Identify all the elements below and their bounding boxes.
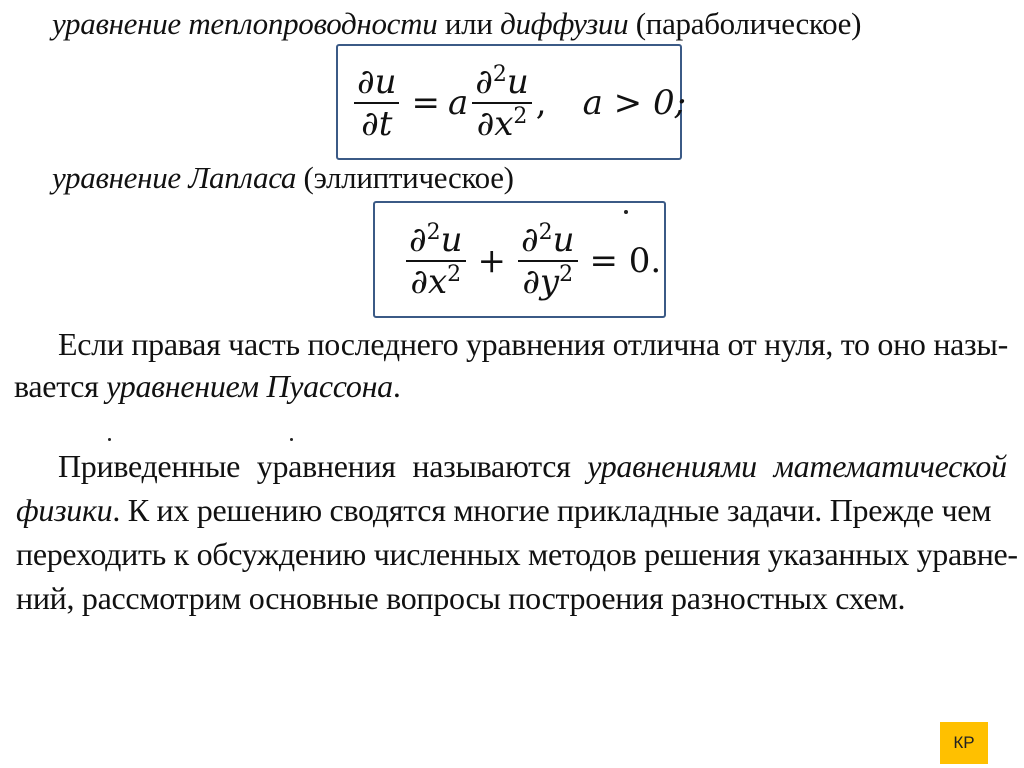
kr-badge[interactable]: КР <box>940 722 988 764</box>
stray-dot <box>108 438 111 441</box>
stray-dot <box>290 438 293 441</box>
d2u-dx2-fraction: $\frac{\partial^2u}{\partial x^2}$ <box>472 62 532 144</box>
heat-equation-formula: $\frac{\partial u}{\partial t}$ = a $\frac{\partial^2u}{\partial x^2}$ , a > 0; <box>350 54 686 152</box>
poisson-line-2: вается уравнением Пуассона. <box>14 368 401 404</box>
d2u-dx2-fraction: $\frac{\partial^2u}{\partial x^2}$ <box>406 220 466 302</box>
physics-line-2: физики. К их решению сводятся многие прикладные задачи. Прежде чем <box>16 492 992 528</box>
physics-line-4: ний, рассмотрим основные вопросы построения разностных схем. <box>16 580 906 616</box>
physics-line-3: переходить к обсуждению численных методов решения указанных уравне- <box>16 536 1018 572</box>
laplace-heading: уравнение Лапласа (эллиптическое) <box>52 160 514 195</box>
condition: a > 0; <box>582 83 687 123</box>
poisson-line-1: Если правая часть последнего уравнения отлична от нуля, то оно назы- <box>58 326 1008 362</box>
du-dt-fraction: $\frac{\partial u}{\partial t}$ <box>354 62 399 144</box>
physics-line-1: Приведенные уравнения называются уравнениями математической <box>58 448 1007 484</box>
diffusion-term: диффузии <box>500 6 629 41</box>
heat-term: уравнение теплопроводности <box>52 6 438 41</box>
d2u-dy2-fraction: $\frac{\partial^2u}{\partial y^2}$ <box>518 220 578 302</box>
coefficient-a: a <box>447 83 469 123</box>
heat-equation-heading: уравнение теплопроводности или диффузии (параболическое) <box>52 6 862 41</box>
laplace-equation-formula: $\frac{\partial^2u}{\partial x^2}$ + $\frac{\partial^2u}{\partial y^2}$ = 0. <box>402 212 669 310</box>
